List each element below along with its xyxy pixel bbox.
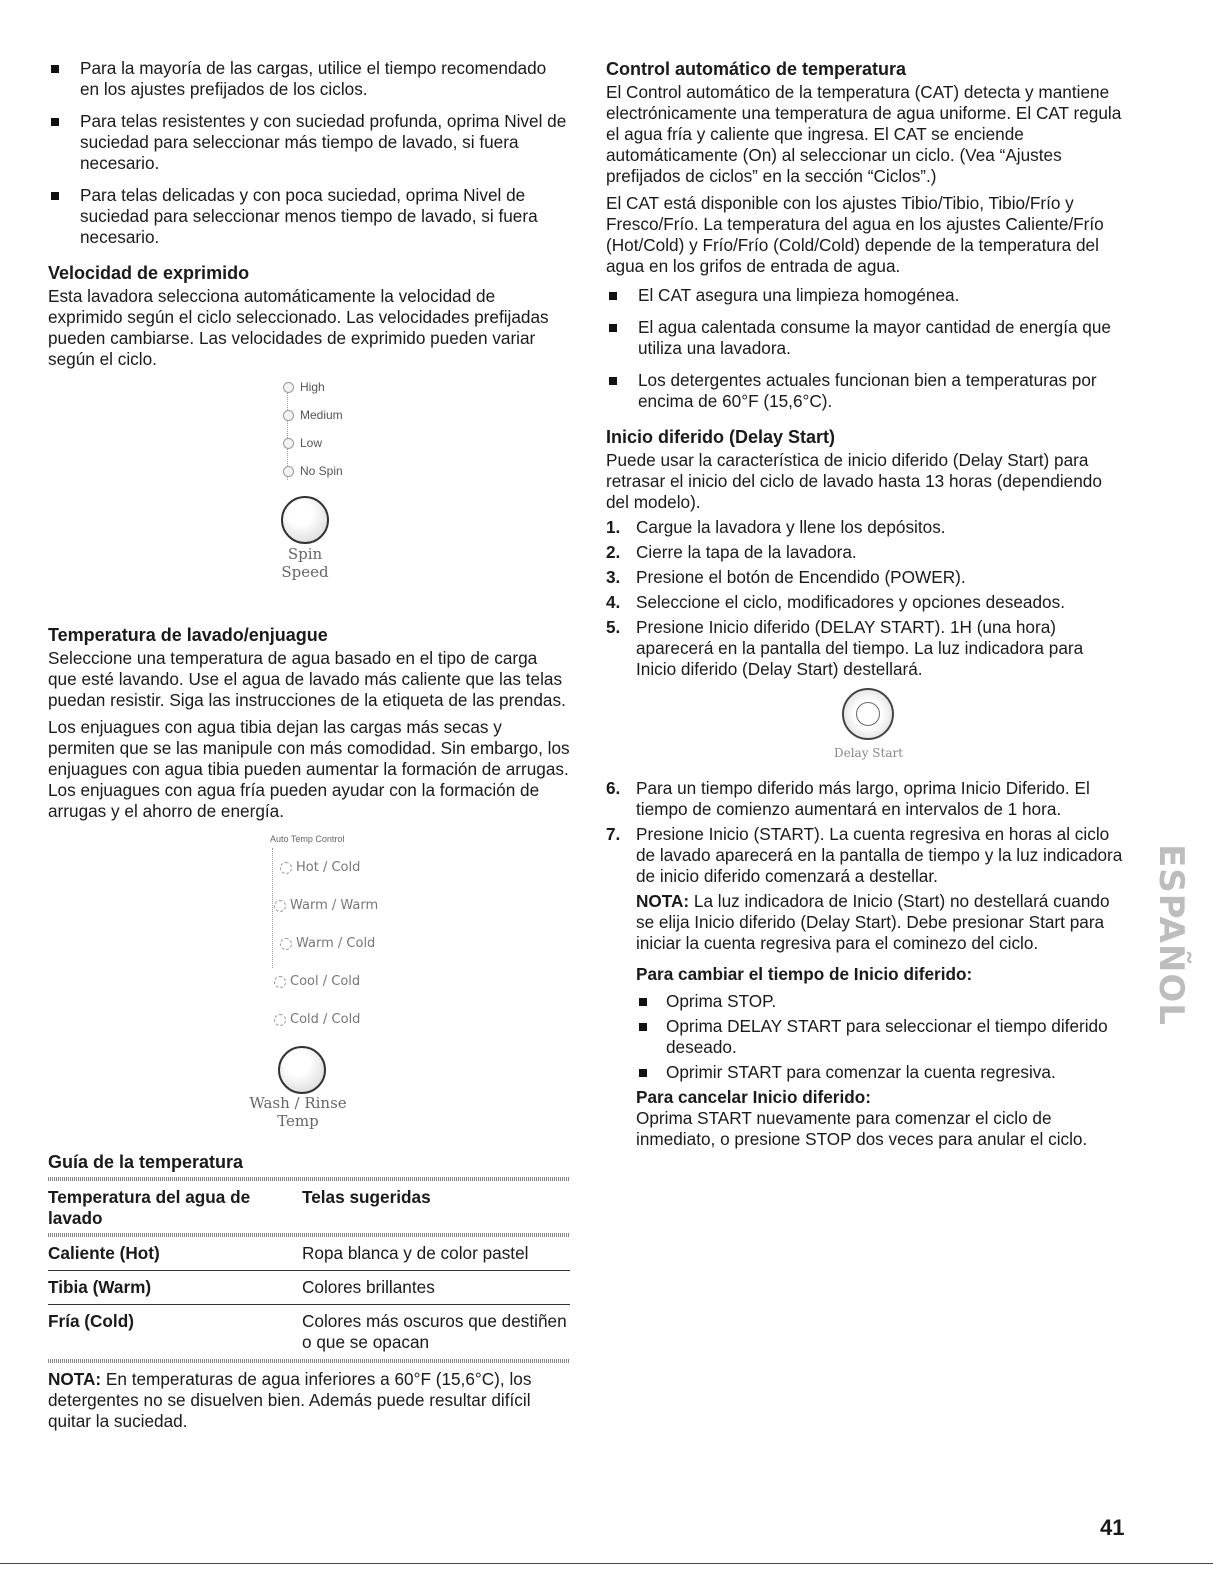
delay-start-steps (606, 517, 1128, 680)
temp-option-warm-warm: Warm / Warm (274, 898, 378, 913)
indicator-light-icon (283, 438, 294, 449)
wash-rinse-temp-knob-icon (278, 1046, 326, 1094)
auto-temp-control-paragraph-2: El CAT está disponible con los ajustes Tibio/Tibio, Tibio/Frío y Fresco/Frío. La temperatura del agua en los ajustes Caliente/Frío (Hot/Cold) y Frío/Frío (Cold/Cold) depende de la temperatura del agua en los grifos de entrada de agua. (606, 193, 1104, 276)
page-number: 41 (1100, 1515, 1125, 1540)
list-item: Oprima STOP. (636, 991, 1128, 1012)
wash-rinse-temp-heading: Temperatura de lavado/enjuague (48, 625, 328, 645)
language-side-tab: ESPAÑOL (1151, 844, 1191, 1026)
bullet-icon (639, 998, 647, 1006)
table-row (48, 1271, 570, 1305)
temperature-note: NOTA: En temperaturas de agua inferiores a 60°F (15,6°C), los detergentes no se disuelven bien. Además puede resultar difícil quitar la suciedad. (48, 1369, 532, 1431)
list-item: 2. Cierre la tapa de la lavadora. (606, 542, 857, 562)
temp-indicator-icon (280, 938, 292, 950)
footer-rule (0, 1563, 1213, 1564)
temp-option-hot-cold: Hot / Cold (280, 860, 360, 875)
temp-indicator-icon (280, 862, 292, 874)
cancel-delay-text: Oprima START nuevamente para comenzar el ciclo de inmediato, o presione STOP dos veces para anular el ciclo. (636, 1108, 1088, 1149)
temperature-guide-table (48, 1181, 570, 1233)
bullet-icon (51, 65, 59, 73)
bullet-icon (51, 118, 59, 126)
list-item: 3. Presione el botón de Encendido (POWER). (606, 567, 966, 587)
list-item: Oprimir START para comenzar la cuenta regresiva. (636, 1062, 1128, 1083)
left-column (48, 58, 570, 1432)
auto-temp-control-heading: Control automático de temperatura (606, 59, 907, 79)
list-item: El CAT asegura una limpieza homogénea. (606, 285, 1128, 306)
temp-indicator-icon (274, 976, 286, 988)
bullet-icon (51, 192, 59, 200)
auto-temp-control-paragraph-1: El Control automático de la temperatura (CAT) detecta y mantiene electrónicamente una temperatura de agua uniforme. El CAT regula el agua fría y caliente que ingresa. El CAT se enciende automáticamente (On) al seleccionar un ciclo. (Vea “Ajustes prefijados de ciclos” en la sección “Ciclos”.) (606, 82, 1122, 186)
table-bottom-rule (48, 1359, 570, 1363)
list-item: Para telas resistentes y con suciedad profunda, oprima Nivel de suciedad para seleccionar más tiempo de lavado, si fuera necesario. (48, 111, 570, 174)
spin-speed-control-illustration (48, 380, 570, 610)
bullet-icon (609, 292, 617, 300)
change-delay-bullet-list (636, 991, 1128, 1083)
list-item: 1. Cargue la lavadora y llene los depósitos. (606, 517, 946, 537)
table-header-row (48, 1181, 570, 1233)
table-cell-temp: Caliente (Hot) (48, 1237, 302, 1271)
spin-option-medium: Medium (283, 408, 343, 422)
delay-start-button-label: Delay Start (834, 746, 904, 760)
bullet-icon (639, 1023, 647, 1031)
bullet-icon (609, 377, 617, 385)
temperature-guide-table-body (48, 1237, 570, 1359)
list-item: Los detergentes actuales funcionan bien a temperaturas por encima de 60°F (15,6°C). (606, 370, 1128, 412)
temp-indicator-icon (274, 900, 286, 912)
spin-option-high: High (283, 380, 325, 394)
table-cell-fabric: Colores brillantes (302, 1271, 570, 1305)
wash-rinse-temp-paragraph-2: Los enjuagues con agua tibia dejan las cargas más secas y permiten que se las manipule con más comodidad. Sin embargo, los enjuagues con agua tibia pueden aumentar la formación de arrugas. Los enjuagues con agua fría pueden ayudar con la formación de arrugas y el ahorro de energía. (48, 717, 570, 821)
spin-speed-heading: Velocidad de exprimido (48, 263, 250, 283)
list-item: 4. Seleccione el ciclo, modificadores y opciones deseados. (606, 592, 1065, 612)
delay-start-text: Puede usar la característica de inicio diferido (Delay Start) para retrasar el inicio del ciclo de lavado hasta 13 horas (dependiendo del modelo). (606, 450, 1102, 512)
delay-start-heading: Inicio diferido (Delay Start) (606, 427, 836, 447)
indicator-light-icon (283, 382, 294, 393)
delay-start-button-illustration (606, 688, 1128, 768)
temp-option-cool-cold: Cool / Cold (274, 974, 360, 989)
right-column (606, 58, 1128, 1154)
delay-start-note: NOTA: La luz indicadora de Inicio (Start) no destellará cuando se elija Inicio diferido (Delay Start). Debe presionar Start para iniciar la cuenta regresiva para el cominezo del ciclo. (636, 891, 1110, 953)
list-item: 6. Para un tiempo diferido más largo, oprima Inicio Diferido. El tiempo de comienzo aumentará en intervalos de 1 hora. (606, 778, 1090, 819)
table-row (48, 1305, 570, 1360)
spin-option-no-spin: No Spin (283, 464, 343, 478)
list-item: Oprima DELAY START para seleccionar el tiempo diferido deseado. (636, 1016, 1128, 1058)
table-cell-temp: Tibia (Warm) (48, 1271, 302, 1305)
table-cell-fabric: Ropa blanca y de color pastel (302, 1237, 570, 1271)
indicator-light-icon (283, 410, 294, 421)
auto-temp-control-label: Auto Temp Control (270, 834, 345, 844)
list-item: El agua calentada consume la mayor cantidad de energía que utiliza una lavadora. (606, 317, 1128, 359)
wash-rinse-temp-paragraph-1: Seleccione una temperatura de agua basado en el tipo de carga que esté lavando. Use el agua de lavado más caliente que las telas puedan resistir. Siga las instrucciones de la etiqueta de las prendas. (48, 648, 566, 710)
column-header-water-temp: Temperatura del agua de lavado (48, 1187, 251, 1228)
temperature-guide-heading: Guía de la temperatura (48, 1152, 244, 1172)
table-row (48, 1237, 570, 1271)
option-connector-line (272, 848, 273, 968)
list-item: Para telas delicadas y con poca suciedad, oprima Nivel de suciedad para seleccionar menos tiempo de lavado, si fuera necesario. (48, 185, 570, 248)
bullet-icon (639, 1069, 647, 1077)
spin-speed-knob-icon (281, 496, 329, 544)
list-item: 5. Presione Inicio diferido (DELAY START). 1H (una hora) aparecerá en la pantalla del tiempo. La luz indicadora para Inicio diferido (Delay Start) destellará. (606, 617, 1084, 679)
spin-speed-text: Esta lavadora selecciona automáticamente la velocidad de exprimido según el ciclo seleccionado. Las velocidades prefijadas pueden cambiarse. Las velocidades de exprimido pueden variar según el ciclo. (48, 286, 549, 369)
spin-speed-knob-label: Spin Speed (281, 545, 329, 581)
temp-option-warm-cold: Warm / Cold (280, 936, 375, 951)
indicator-light-icon (283, 466, 294, 477)
intro-bullet-list (48, 58, 570, 248)
bullet-icon (609, 324, 617, 332)
column-header-fabrics: Telas sugeridas (302, 1187, 431, 1207)
spin-option-low: Low (283, 436, 322, 450)
auto-temp-bullet-list (606, 285, 1128, 412)
list-item: 7. Presione Inicio (START). La cuenta regresiva en horas al ciclo de lavado aparecerá en la pantalla de tiempo y la luz indicadora de inicio diferido comenzará a destellar. NOTA: La luz indicadora de Inicio (Start) no destellará cuando se elija Inicio diferido (Delay Start). Debe presionar Start para iniciar la cuenta regresiva para el cominezo del ciclo. Para cambiar el tiempo de Inicio diferido: Oprima STOP. Oprima DELAY START para seleccionar el tiempo diferido deseado. Oprimir START para comenzar la cuenta regresiva. Para cancelar Inicio diferido: Oprima START nuevamente para comenzar el ciclo de inmediato, o presione STOP dos veces para anular el ciclo. (606, 824, 1128, 1150)
list-item: Para la mayoría de las cargas, utilice el tiempo recomendado en los ajustes prefijados de los ciclos. (48, 58, 570, 100)
delay-start-button-icon (842, 688, 894, 740)
temp-indicator-icon (274, 1014, 286, 1026)
table-cell-fabric: Colores más oscuros que destiñen o que se opacan (302, 1311, 567, 1352)
cancel-delay-heading: Para cancelar Inicio diferido: (636, 1087, 871, 1107)
wash-rinse-temp-control-illustration (48, 834, 570, 1134)
temp-option-cold-cold: Cold / Cold (274, 1012, 360, 1027)
delay-start-steps-continued (606, 778, 1128, 1150)
table-cell-temp: Fría (Cold) (48, 1311, 134, 1331)
change-delay-heading: Para cambiar el tiempo de Inicio diferido: (636, 964, 973, 984)
wash-rinse-temp-knob-label: Wash / Rinse Temp (249, 1094, 347, 1130)
